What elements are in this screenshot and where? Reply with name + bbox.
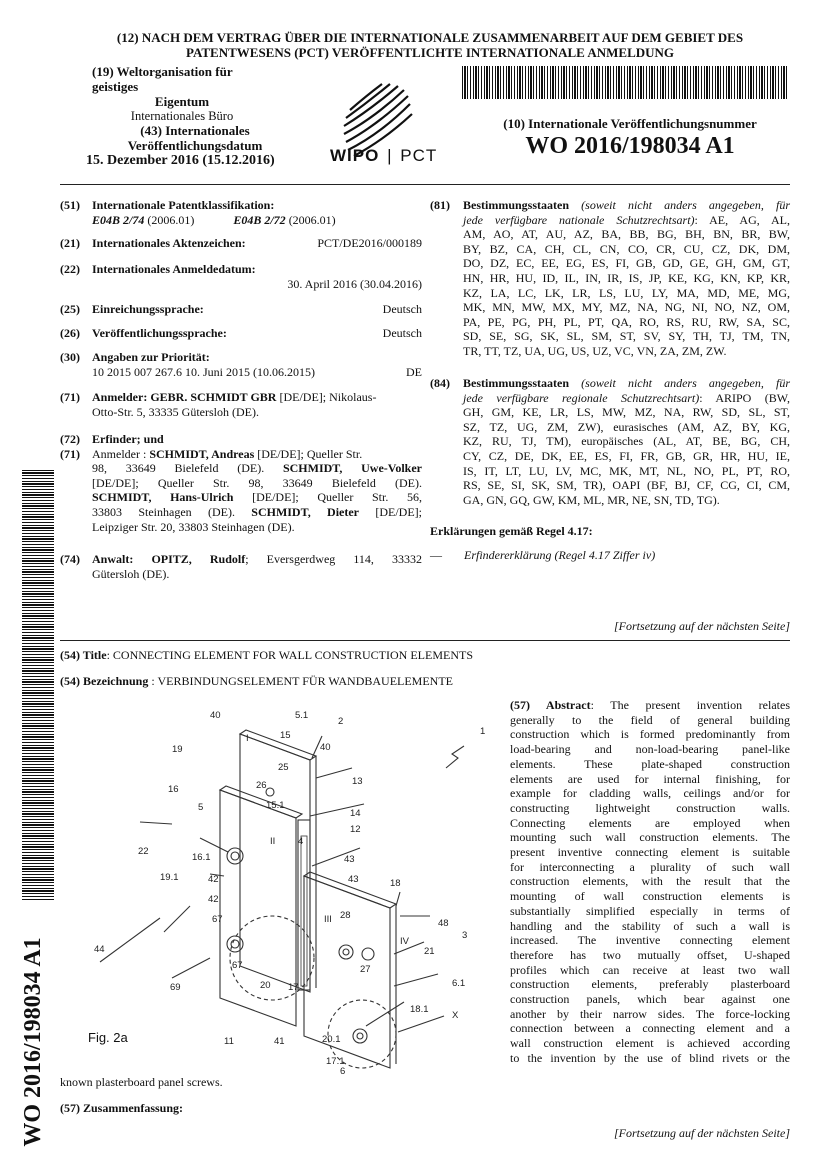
- pubdate-line-3: 15. Dezember 2016 (15.12.2016): [86, 153, 275, 168]
- figure-reference-label: 44: [94, 944, 105, 955]
- figure-reference-label: 21: [424, 946, 435, 957]
- wipo-pct-logo-text: [330, 146, 437, 166]
- figure-caption: Fig. 2a: [88, 1030, 128, 1045]
- abstract-line: mounting such wall construction elements. The: [510, 830, 790, 845]
- regional-states-line: RS, SE, SI, SK, SM, TR), OAPI (BF, BJ, CF, CG, CI, CM,: [463, 478, 790, 493]
- abstract-line: mounting of wall construction elements is: [510, 889, 790, 904]
- office-line-2: Eigentum: [154, 94, 210, 109]
- field-21-label: Internationales Aktenzeichen:: [92, 236, 246, 250]
- abstract-first: : The present invention relates: [590, 698, 790, 712]
- inventor-3-address: [DE/DE]; Queller Str. 56,: [233, 490, 422, 505]
- inventor-3-city: 33803 Steinhagen (DE).: [92, 504, 252, 519]
- figure-reference-label: 2: [338, 716, 344, 727]
- states-line: TR, TT, TZ, UA, UG, US, UZ, VC, VN, ZA, ZM, ZW.: [463, 343, 727, 358]
- field-71: [60, 390, 422, 419]
- abstract-line: constructing lightweight construction walls.: [510, 800, 790, 815]
- abstract: [510, 698, 790, 1066]
- field-72: [60, 432, 422, 534]
- field-74-name: OPITZ, Rudolf: [151, 552, 246, 566]
- field-74-rest1: ; Eversgerdweg 114, 33332: [245, 552, 423, 566]
- regional-states-line: GA, GN, GQ, GW, KM, ML, MR, NE, SN, TD, TG).: [463, 492, 720, 507]
- field-21: [60, 236, 422, 251]
- office-line-1: (19) Weltorganisation für geistiges: [92, 64, 233, 94]
- field-22-value: 30. April 2016 (30.04.2016): [287, 276, 422, 291]
- field-25-label: Einreichungssprache:: [92, 302, 204, 316]
- abstract-last-line: known plasterboard panel screws.: [60, 1075, 223, 1089]
- header-line-2: PATENTWESENS (PCT) VERÖFFENTLICHTE INTERNATIONALE ANMELDUNG: [185, 45, 675, 60]
- field-74-label: Anwalt:: [92, 552, 134, 566]
- continued-note-1: [Fortsetzung auf der nächsten Seite]: [614, 619, 790, 633]
- inventor-1-name: SCHMIDT, Andreas: [149, 446, 255, 461]
- title-english-label: (54) Title: [60, 648, 107, 662]
- field-21-value: PCT/DE2016/000189: [317, 236, 422, 250]
- figure-reference-label: 27: [360, 964, 371, 975]
- abstract-line: present inventive connecting element is suitable: [510, 845, 790, 860]
- abstract-line: wall construction element is achieved according: [510, 1036, 790, 1051]
- figure-reference-label: 16.1: [192, 852, 211, 863]
- inventor-1-city: 98, 33649 Bielefeld (DE).: [92, 461, 283, 476]
- abstract-line: for interconnecting a plurality of such wall: [510, 859, 790, 874]
- abstract-line: profiles which can receive at least two wall: [510, 962, 790, 977]
- abstract-line: increased. The inventive connecting element: [510, 933, 790, 948]
- figure-reference-label: 17: [288, 982, 299, 993]
- field-71-rest2: Otto-Str. 5, 33335 Gütersloh (DE).: [92, 404, 259, 419]
- field-71-label: Anmelder:: [92, 390, 148, 404]
- inventor-2-name: SCHMIDT, Uwe-Volker: [282, 461, 423, 476]
- regional-states-line: SZ, TZ, UG, ZM, ZW), eurasisches (AM, AZ, BY, KG,: [463, 419, 790, 434]
- inventor-4-nat: [DE/DE];: [359, 504, 422, 519]
- field-30-value: 10 2015 007 267.6 10. Juni 2015 (10.06.2015): [92, 364, 315, 379]
- office-line-3: Internationales Büro: [130, 109, 234, 123]
- states-line: AM, AO, AT, AU, AZ, BA, BB, BG, BH, BN, BR, BW,: [463, 227, 790, 242]
- abstract-line: therefore has two mutually offset, U-shaped: [510, 947, 790, 962]
- top-divider: [60, 184, 790, 185]
- figure-reference-label: 67: [212, 914, 223, 925]
- field-72b-number: (71): [60, 446, 80, 461]
- field-51-number: (51): [60, 198, 80, 212]
- states-line: MK, MN, MW, MX, MY, MZ, NA, NG, NI, NO, NZ, OM,: [463, 300, 790, 315]
- field-71-number: (71): [60, 390, 80, 404]
- figure-reference-label: 17.1: [326, 1056, 345, 1067]
- figure-reference-label: 13: [352, 776, 363, 787]
- document-header: [60, 30, 800, 60]
- declarations-title: Erklärungen gemäß Regel 4.17:: [430, 524, 593, 538]
- figure-reference-label: 6: [340, 1066, 346, 1076]
- abstract-line: connection between a connecting element and a: [510, 1021, 790, 1036]
- regional-states-line: IS, IT, LT, LU, LV, MC, MK, MT, NL, NO, PL, PT, RO,: [463, 463, 790, 478]
- field-72-number: (72): [60, 432, 80, 446]
- abstract-line: handling and the stability of such a wall is: [510, 918, 790, 933]
- field-22-number: (22): [60, 262, 80, 276]
- logo-pct: PCT: [400, 146, 438, 165]
- abstract-line: example for cladding walls, ceilings and/or for: [510, 786, 790, 801]
- declarations-text: Erfindererklärung (Regel 4.17 Ziffer iv): [464, 547, 656, 562]
- inventor-1-address: [DE/DE]; Queller Str.: [254, 446, 363, 461]
- abstract-line: another by their narrow sides. The force-locking: [510, 1006, 790, 1021]
- figure-reference-label: 67: [232, 960, 243, 971]
- figure-reference-label: 5: [198, 802, 204, 813]
- states-line: PA, PE, PG, PH, PL, PT, QA, RO, RS, RU, RW, SA, SC,: [463, 314, 790, 329]
- figure-reference-label: II: [270, 836, 276, 847]
- field-84-label: Bestimmungsstaaten: [463, 376, 570, 390]
- field-84-number: (84): [430, 376, 450, 390]
- field-22-label: Internationales Anmeldedatum:: [92, 262, 256, 276]
- inventor-2-address: [DE/DE]; Queller Str. 98, 33649 Bielefeld (DE).: [92, 475, 422, 490]
- field-26: [60, 326, 422, 341]
- zusammenfassung-label: (57) Zusammenfassung:: [60, 1101, 184, 1115]
- logo-separator: |: [387, 146, 393, 165]
- abstract-line: elements are used for internal finishing, for: [510, 771, 790, 786]
- field-30: [60, 350, 422, 379]
- figure-reference-label: 3: [462, 930, 468, 941]
- field-51: [60, 198, 422, 227]
- regional-states-line: CY, CZ, DE, DK, EE, ES, FI, FR, GB, GR, HR, HU, IE,: [463, 448, 790, 463]
- abstract-line: construction elements, with the result that the: [510, 874, 790, 889]
- abstract-line: construction panels, which bear against one: [510, 992, 790, 1007]
- figure-reference-label: 19.1: [160, 872, 179, 883]
- office-block: [92, 64, 272, 124]
- field-81: [430, 198, 790, 359]
- field-30-label: Angaben zur Priorität:: [92, 350, 210, 364]
- states-line: DO, DZ, EC, EE, EG, ES, FI, GB, GD, GE, GH, GM, GT,: [463, 256, 790, 271]
- field-74-rest2: Gütersloh (DE).: [92, 566, 170, 581]
- title-german-label: (54) Bezeichnung: [60, 674, 149, 688]
- figure-reference-label: 15.1: [266, 800, 285, 811]
- abstract-line: generally to the field of general building: [510, 712, 790, 727]
- field-25-value: Deutsch: [382, 302, 422, 316]
- figure-reference-label: 1: [480, 726, 486, 737]
- class-2-year: (2006.01): [288, 212, 336, 227]
- abstract-line: to the invention by the use of blind rivets or the: [510, 1050, 790, 1065]
- pubdate-line-2: Veröffentlichungsdatum: [127, 138, 263, 153]
- declarations-dash: —: [430, 547, 442, 562]
- field-74-number: (74): [60, 552, 80, 566]
- figure-reference-label: 69: [170, 982, 181, 993]
- field-30-number: (30): [60, 350, 80, 364]
- title-german-text: : VERBINDUNGSELEMENT FÜR WANDBAUELEMENTE: [148, 674, 454, 688]
- field-84: [430, 376, 790, 507]
- figure-reference-label: 25: [278, 762, 289, 773]
- field-71-name: GEBR. SCHMIDT GBR: [150, 390, 277, 404]
- figure-reference-label: 18.1: [410, 1004, 429, 1015]
- middle-divider: [60, 640, 790, 641]
- figure-reference-label: 11: [224, 1036, 234, 1047]
- inventor-4-name: SCHMIDT, Dieter: [251, 504, 360, 519]
- field-81-number: (81): [430, 198, 450, 212]
- figure-reference-label: I: [246, 733, 249, 744]
- figure-reference-label: 19: [172, 744, 183, 755]
- figure-reference-label: IV: [400, 936, 409, 947]
- field-25: [60, 302, 422, 317]
- field-26-label: Veröffentlichungssprache:: [92, 326, 227, 340]
- class-1-year: (2006.01): [147, 212, 195, 227]
- states-line: BY, BZ, CA, CH, CL, CN, CO, CR, CU, CZ, DK, DM,: [463, 241, 790, 256]
- figure-reference-label: 43: [348, 874, 359, 885]
- field-84-note-2: jede verfügbare regionale Schutzrechtsart): [463, 390, 700, 405]
- states-line: KZ, LA, LC, LK, LR, LS, LU, LY, MA, MD, ME, MG,: [463, 285, 790, 300]
- inventor-sep: :: [139, 446, 150, 461]
- field-21-number: (21): [60, 236, 80, 250]
- class-1: E04B 2/74: [92, 212, 145, 227]
- figure-reference-label: 28: [340, 910, 351, 921]
- regional-states-line: GH, GM, KE, LR, LS, MW, MZ, NA, RW, SD, SL, ST,: [463, 405, 790, 420]
- figure-reference-label: 4: [298, 836, 304, 847]
- title-german: [60, 674, 453, 689]
- figure-reference-label: 43: [344, 854, 355, 865]
- abstract-line: elements. These plate-shaped construction: [510, 756, 790, 771]
- abstract-line: substantially simplified especially in terms of: [510, 903, 790, 918]
- field-81-note-2: jede verfügbare nationale Schutzrechtsart): [463, 212, 695, 227]
- side-barcode: [22, 470, 54, 900]
- figure-reference-label: 5.1: [295, 710, 309, 721]
- figure-reference-label: 40: [210, 710, 221, 721]
- inventor-4-address: Leipziger Str. 20, 33803 Steinhagen (DE).: [92, 519, 295, 534]
- figure-reference-label: 20: [260, 980, 271, 991]
- figure-reference-label: X: [452, 1010, 459, 1021]
- inventor-label: Anmelder: [92, 446, 140, 461]
- inventor-3-name: SCHMIDT, Hans-Ulrich: [92, 490, 234, 505]
- abstract-line: load-bearing and non-load-bearing panel-like: [510, 742, 790, 757]
- field-26-number: (26): [60, 326, 80, 340]
- field-30-country: DE: [406, 364, 422, 379]
- declarations: [430, 524, 790, 562]
- class-2: E04B 2/72: [233, 212, 286, 227]
- figure-reference-label: 16: [168, 784, 179, 795]
- pubnum-value: WO 2016/198034 A1: [525, 133, 735, 159]
- figure-reference-label: 14: [350, 808, 361, 819]
- figure-reference-label: 15: [280, 730, 291, 741]
- field-81-label: Bestimmungsstaaten: [463, 198, 570, 212]
- field-81-first-states: : AE, AG, AL,: [694, 212, 791, 227]
- states-line: SD, SE, SG, SK, SL, SM, ST, SV, SY, TH, TJ, TM, TN,: [463, 329, 790, 344]
- logo-wipo: WIPO: [330, 146, 380, 165]
- continued-note-2: [Fortsetzung auf der nächsten Seite]: [614, 1126, 790, 1140]
- figure-reference-label: III: [324, 914, 332, 925]
- figure-reference-label: 41: [274, 1036, 285, 1047]
- field-51-label: Internationale Patentklassifikation:: [92, 198, 275, 212]
- field-81-note-1: (soweit nicht anders angegeben, für: [569, 198, 790, 212]
- field-22: [60, 262, 422, 291]
- figure-reference-label: 40: [320, 742, 331, 753]
- field-74: [60, 552, 422, 581]
- field-71-rest1: [DE/DE]; Nikolaus-: [276, 390, 377, 404]
- figure-reference-label: 6.1: [452, 978, 466, 989]
- publication-date-block: [86, 123, 304, 168]
- figure-reference-label: 18: [390, 878, 401, 889]
- abstract-label: (57) Abstract: [510, 698, 591, 712]
- regional-states-line: KZ, RU, TJ, TM), europäisches (AL, AT, BE, BG, CH,: [463, 434, 790, 449]
- figure-2a: [60, 696, 500, 1076]
- abstract-line: construction which is formed predominantly from: [510, 727, 790, 742]
- figure-reference-label: 12: [350, 824, 361, 835]
- header-line-1: (12) NACH DEM VERTRAG ÜBER DIE INTERNATIONALE ZUSAMMENARBEIT AUF DEM GEBIET DES: [116, 30, 744, 45]
- figure-reference-label: 42: [208, 894, 219, 905]
- abstract-line: Connecting elements are employed when: [510, 815, 790, 830]
- figure-reference-label: 26: [256, 780, 267, 791]
- field-84-first-states: : ARIPO (BW,: [699, 390, 790, 405]
- pubnum-label: (10) Internationale Veröffentlichungsnummer: [503, 116, 757, 131]
- field-84-note-1: (soweit nicht anders angegeben, für: [569, 376, 790, 390]
- top-barcode: [462, 66, 788, 99]
- field-26-value: Deutsch: [382, 326, 422, 340]
- field-72-label: Erfinder; und: [92, 432, 164, 446]
- field-25-number: (25): [60, 302, 80, 316]
- abstract-line: construction elements, preferably plasterboard: [510, 977, 790, 992]
- states-line: HN, HR, HU, ID, IL, IN, IR, IS, JP, KE, KG, KN, KP, KR,: [463, 270, 790, 285]
- figure-reference-label: 22: [138, 846, 149, 857]
- figure-reference-label: 20.1: [322, 1034, 341, 1045]
- figure-reference-label: 42: [208, 874, 219, 885]
- title-english: [60, 648, 473, 663]
- title-english-text: : CONNECTING ELEMENT FOR WALL CONSTRUCTION ELEMENTS: [106, 648, 473, 662]
- figure-reference-label: 48: [438, 918, 449, 929]
- publication-number-block: [470, 116, 790, 160]
- pubdate-line-1: (43) Internationales: [140, 123, 250, 138]
- side-publication-number: WO 2016/198034 A1: [20, 937, 46, 1147]
